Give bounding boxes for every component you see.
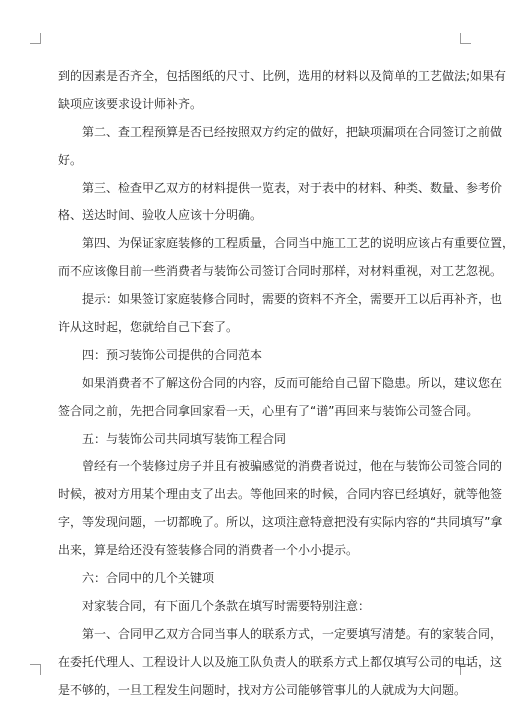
crop-mark-bottom-left xyxy=(30,664,41,675)
text-line: 曾经有一个装修过房子并且有被骗感觉的消费者说过，他在与装饰公司签合同的 xyxy=(82,459,503,474)
section-heading: 五：与装饰公司共同填写装饰工程合同 xyxy=(82,431,287,446)
document-body xyxy=(58,63,514,704)
text-line: 格、送达时间、验收人应该十分明确。 xyxy=(58,208,263,223)
text-line: 是不够的，一旦工程发生问题时，找对方公司能够管事儿的人就成为大问题。 xyxy=(58,682,467,697)
section-heading: 四：预习装饰公司提供的合同范本 xyxy=(82,347,263,362)
text-line: 签合同之前，先把合同拿回家看一天，心里有了“谱”再回来与装饰公司签合同。 xyxy=(58,403,479,418)
text-line: 第三、检查甲乙双方的材料提供一览表，对于表中的材料、种类、数量、参考价 xyxy=(82,180,503,195)
text-line: 第四、为保证家庭装修的工程质量，合同当中施工工艺的说明应该占有重要位置， xyxy=(82,236,514,251)
text-line: 提示：如果签订家庭装修合同时，需要的资料不齐全，需要开工以后再补齐，也 xyxy=(82,292,503,307)
text-line: 出来，算是给还没有签装修合同的消费者一个小小提示。 xyxy=(58,543,359,558)
text-line: 好。 xyxy=(58,152,83,167)
text-line: 缺项应该要求设计师补齐。 xyxy=(58,96,203,111)
crop-mark-top-left xyxy=(30,33,41,44)
text-line: 到的因素是否齐全，包括图纸的尺寸、比例，选用的材料以及简单的工艺做法;如果有 xyxy=(58,69,507,83)
text-line: 第一、合同甲乙双方合同当事人的联系方式，一定要填写清楚。有的家装合同， xyxy=(82,626,503,641)
text-line: 而不应该像目前一些消费者与装饰公司签订合同时那样，对材料重视，对工艺忽视。 xyxy=(58,264,503,279)
section-heading: 六：合同中的几个关键项 xyxy=(82,571,215,586)
text-line: 时候，被对方用某个理由支了出去。等他回来的时候，合同内容已经填好，就等他签 xyxy=(58,487,503,502)
text-line: 如果消费者不了解这份合同的内容，反而可能给自己留下隐患。所以，建议您在 xyxy=(82,375,503,390)
text-line: 字，等发现问题，一切都晚了。所以，这项注意特意把没有实际内容的“共同填写”拿 xyxy=(58,515,503,530)
text-line: 对家装合同，有下面几个条款在填写时需要特别注意： xyxy=(82,598,371,613)
text-line: 在委托代理人、工程设计人以及施工队负责人的联系方式上都仅填写公司的电话，这 xyxy=(58,654,503,669)
crop-mark-top-right xyxy=(460,33,471,44)
text-line: 许从这时起，您就给自己下套了。 xyxy=(58,320,239,335)
text-line: 第二、查工程预算是否已经按照双方约定的做好，把缺项漏项在合同签订之前做 xyxy=(82,124,503,139)
